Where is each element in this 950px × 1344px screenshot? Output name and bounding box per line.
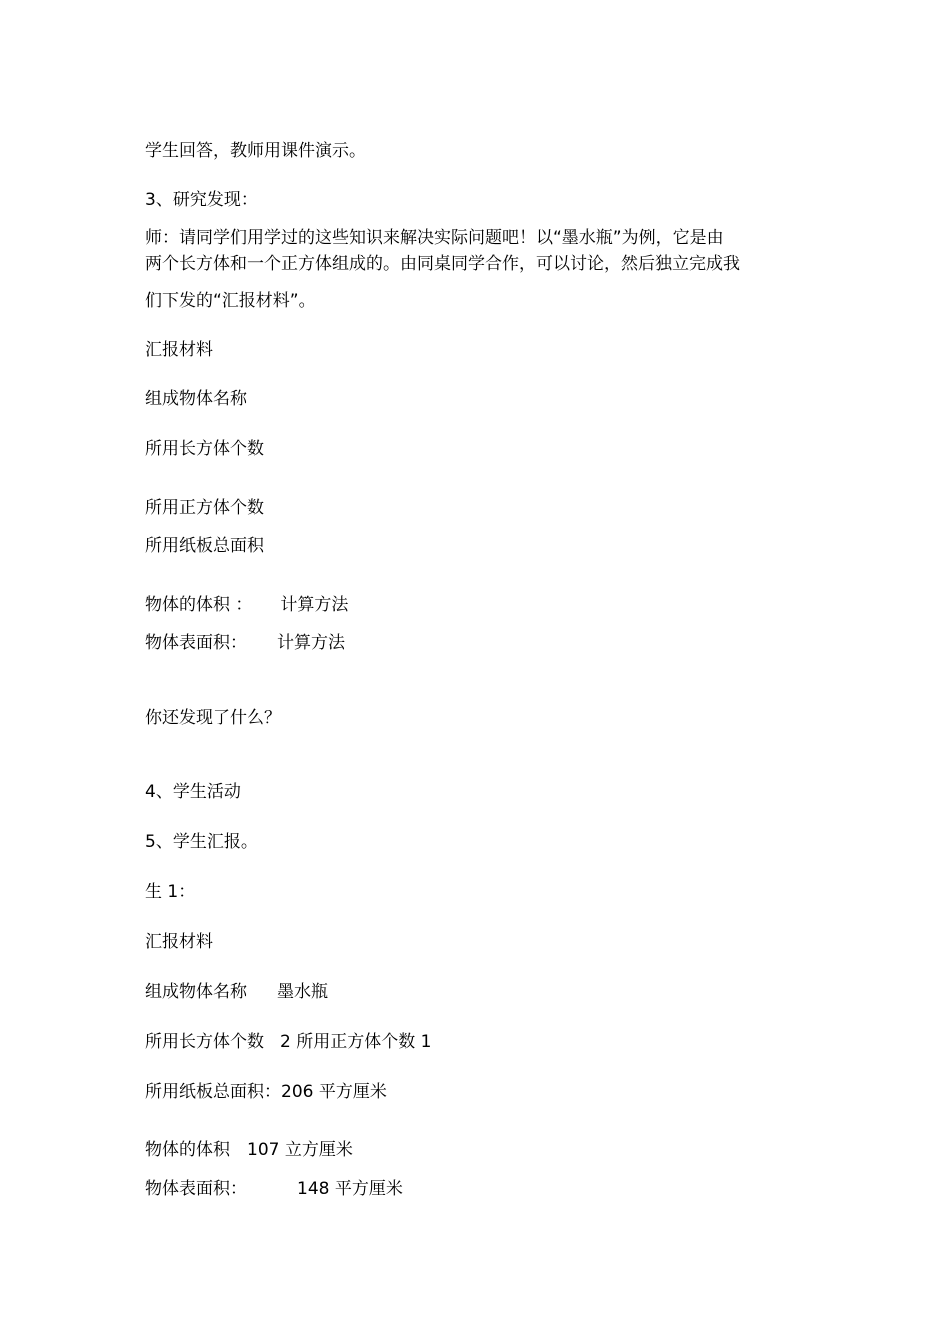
volume-method-label: 计算方法 bbox=[280, 595, 349, 615]
volume-label: 物体的体积 ： bbox=[145, 595, 253, 615]
object-name-label-2: 组成物体名称 bbox=[145, 982, 247, 1002]
paragraph-teacher-line-1: 师：请同学们用学过的这些知识来解决实际问题吧！以“墨水瓶”为例，它是由 bbox=[145, 228, 724, 248]
surface-area-label: 物体表面积： bbox=[145, 633, 247, 653]
cube-count-label: 所用正方体个数 bbox=[145, 498, 264, 518]
paragraph-teacher-line-2: 两个长方体和一个正方体组成的。由同桌同学合作，可以讨论，然后独立完成我 bbox=[145, 254, 740, 274]
heading-student-report: 5、学生汇报。 bbox=[145, 832, 258, 852]
heading-research-discovery: 3、研究发现： bbox=[145, 190, 258, 210]
cuboid-count-label-2: 所用长方体个数 bbox=[145, 1032, 264, 1052]
counts-value: 2 所用正方体个数 1 bbox=[280, 1032, 432, 1052]
paragraph-teacher-line-3: 们下发的“汇报材料”。 bbox=[145, 291, 316, 311]
surface-area-row bbox=[145, 631, 345, 655]
object-name-row bbox=[145, 980, 328, 1004]
counts-row bbox=[145, 1030, 431, 1054]
cuboid-count-label: 所用长方体个数 bbox=[145, 439, 264, 459]
surface-area-method-label: 计算方法 bbox=[277, 633, 345, 653]
volume-row-2 bbox=[145, 1138, 353, 1162]
report-material-title: 汇报材料 bbox=[145, 340, 213, 360]
report-material-title-2: 汇报材料 bbox=[145, 932, 213, 952]
student-1-label: 生 1： bbox=[145, 882, 196, 902]
surface-area-row-2 bbox=[145, 1177, 403, 1201]
question-line: 你还发现了什么？ bbox=[145, 708, 281, 728]
volume-value: 107 立方厘米 bbox=[247, 1140, 353, 1160]
surface-area-value: 148 平方厘米 bbox=[297, 1179, 403, 1199]
board-area-row: 所用纸板总面积：206 平方厘米 bbox=[145, 1082, 387, 1102]
volume-row bbox=[145, 593, 348, 617]
board-area-label: 所用纸板总面积 bbox=[145, 536, 264, 556]
surface-area-label-2: 物体表面积： bbox=[145, 1179, 247, 1199]
object-name-value: 墨水瓶 bbox=[277, 982, 328, 1002]
text-line-student-answer: 学生回答，教师用课件演示。 bbox=[145, 141, 366, 161]
heading-student-activity: 4、学生活动 bbox=[145, 782, 241, 802]
object-name-label: 组成物体名称 bbox=[145, 389, 247, 409]
volume-label-2: 物体的体积 bbox=[145, 1140, 230, 1160]
